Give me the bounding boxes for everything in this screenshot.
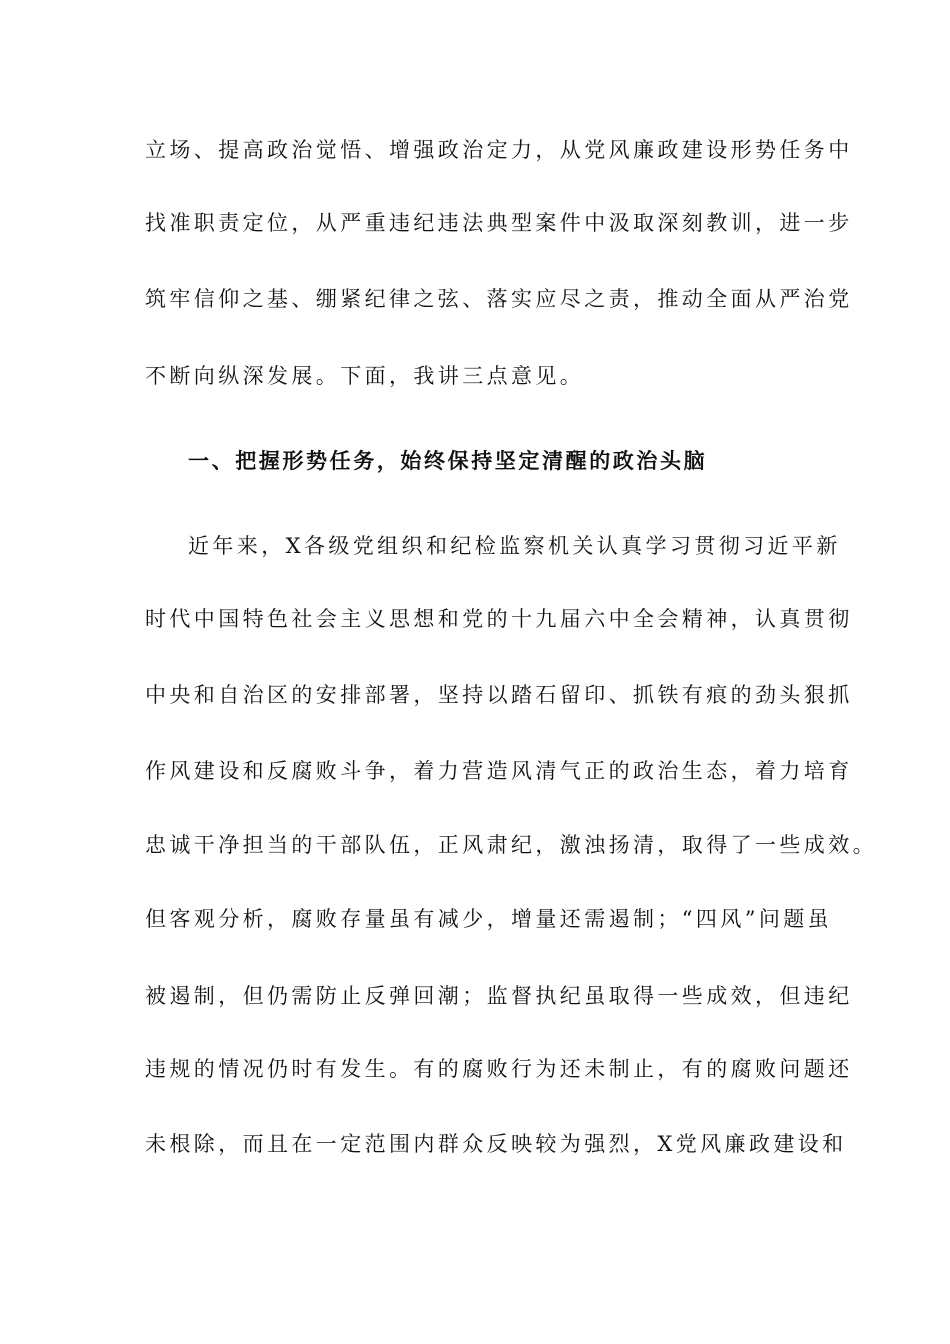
body-line-6: 但客观分析，腐败存量虽有减少，增量还需遏制；“四风”问题虽 <box>145 907 833 931</box>
body-line-8: 违规的情况仍时有发生。有的腐败行为还未制止，有的腐败问题还 <box>145 1057 853 1081</box>
section-heading: 一、把握形势任务，始终保持坚定清醒的政治头脑 <box>188 448 708 473</box>
body-line-4: 作风建设和反腐败斗争，着力营造风清气正的政治生态，着力培育 <box>145 759 853 783</box>
body-line-1: 近年来，X各级党组织和纪检监察机关认真学习贯彻习近平新 <box>188 534 841 558</box>
intro-line-1: 立场、提高政治觉悟、增强政治定力，从党风廉政建设形势任务中 <box>145 138 853 162</box>
body-line-9: 未根除，而且在一定范围内群众反映较为强烈，X党风廉政建设和 <box>145 1132 847 1156</box>
body-line-7: 被遏制，但仍需防止反弹回潮；监督执纪虽取得一些成效，但违纪 <box>145 984 853 1008</box>
intro-line-3: 筑牢信仰之基、绷紧纪律之弦、落实应尽之责，推动全面从严治党 <box>145 287 853 311</box>
body-line-3: 中央和自治区的安排部署，坚持以踏石留印、抓铁有痕的劲头狠抓 <box>145 683 853 707</box>
intro-line-4: 不断向纵深发展。下面，我讲三点意见。 <box>145 364 585 388</box>
body-line-2: 时代中国特色社会主义思想和党的十九届六中全会精神，认真贯彻 <box>145 607 853 631</box>
body-line-5: 忠诚干净担当的干部队伍，正风肃纪，激浊扬清，取得了一些成效。 <box>145 833 877 857</box>
intro-line-2: 找准职责定位，从严重违纪违法典型案件中汲取深刻教训，进一步 <box>145 211 853 235</box>
